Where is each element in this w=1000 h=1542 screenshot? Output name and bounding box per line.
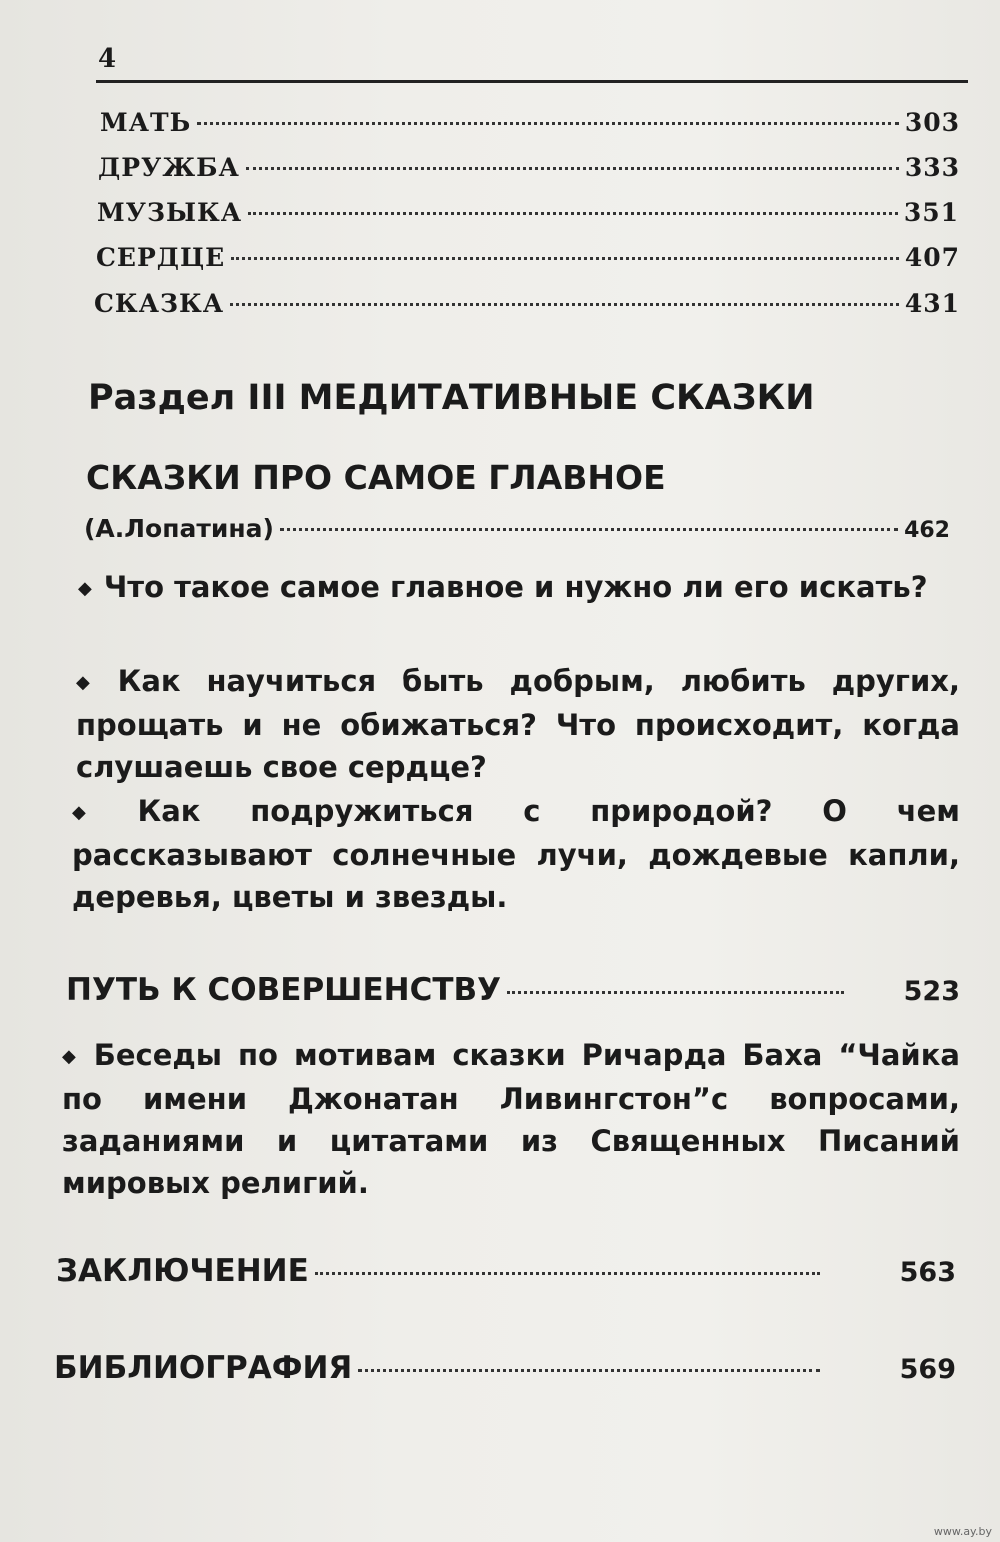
toc-label: МУЗЫКА xyxy=(97,198,243,227)
bullet-item-1 xyxy=(78,566,962,610)
diamond-bullet-icon: ◆ xyxy=(72,802,126,823)
toc-page: 431 xyxy=(904,289,960,318)
bullet-text: Что такое самое главное и нужно ли его искать? xyxy=(103,570,928,604)
bullet-item-2 xyxy=(76,660,960,788)
toc-page: 303 xyxy=(904,108,960,137)
toc-entry-skazka xyxy=(94,289,960,318)
watermark: www.ay.by xyxy=(933,1525,992,1538)
toc-label: ДРУЖБА xyxy=(98,153,240,182)
dot-leader xyxy=(248,212,898,215)
toc-label: СЕРДЦЕ xyxy=(96,243,226,272)
bullet-text: Как подружиться с природой? О чем рассказывают солнечные лучи, дождевые капли, деревья, цветы и звезды. xyxy=(72,794,960,914)
toc-page: 333 xyxy=(904,153,960,182)
toc-page: 523 xyxy=(903,976,960,1007)
toc-page: 462 xyxy=(904,518,950,543)
toc-entry-mat xyxy=(100,108,960,137)
toc-entry-druzhba xyxy=(98,153,960,182)
dot-leader xyxy=(507,991,844,994)
bullet-text: Как научиться быть добрым, любить других, прощать и не обижаться? Что происходит, когда слушаешь свое сердце? xyxy=(76,664,960,784)
section-title: Раздел III МЕДИТАТИВНЫЕ СКАЗКИ xyxy=(88,378,815,418)
toc-label: ПУТЬ К СОВЕРШЕНСТВУ xyxy=(66,972,502,1008)
diamond-bullet-icon: ◆ xyxy=(76,672,106,693)
toc-label: БИБЛИОГРАФИЯ xyxy=(54,1350,353,1386)
diamond-bullet-icon: ◆ xyxy=(78,578,92,599)
author-label: (А.Лопатина) xyxy=(84,514,274,543)
toc-page: 569 xyxy=(899,1354,956,1385)
toc-entry-author xyxy=(84,514,950,543)
dot-leader xyxy=(315,1272,820,1275)
toc-page: 407 xyxy=(904,243,960,272)
diamond-bullet-icon: ◆ xyxy=(62,1046,82,1067)
header-rule xyxy=(96,80,968,83)
bullet-text: Беседы по мотивам сказки Ричарда Баха “Чайка по имени Джонатан Ливингстон”с вопросами, заданиями и цитатами из Священных Писаний мировых религий. xyxy=(62,1038,960,1200)
dot-leader xyxy=(230,303,899,306)
page-number: 4 xyxy=(98,44,117,74)
toc-label: МАТЬ xyxy=(100,108,192,137)
toc-page: 351 xyxy=(903,198,959,227)
dot-leader xyxy=(246,167,899,170)
toc-entry-bibl xyxy=(54,1350,956,1386)
toc-entry-muzyka xyxy=(97,198,959,227)
dot-leader xyxy=(280,528,898,531)
toc-entry-serdtse xyxy=(96,243,960,272)
dot-leader xyxy=(197,122,899,125)
toc-page: 563 xyxy=(899,1257,956,1288)
dot-leader xyxy=(231,257,899,260)
bullet-item-3 xyxy=(72,790,960,918)
toc-label: ЗАКЛЮЧЕНИЕ xyxy=(56,1253,309,1289)
toc-entry-put xyxy=(66,972,960,1008)
subsection-title-skazki: СКАЗКИ ПРО САМОЕ ГЛАВНОЕ xyxy=(86,458,666,497)
bullet-item-4 xyxy=(62,1034,960,1204)
toc-label: СКАЗКА xyxy=(94,289,225,318)
dot-leader xyxy=(358,1369,819,1372)
toc-entry-zakl xyxy=(56,1253,956,1289)
